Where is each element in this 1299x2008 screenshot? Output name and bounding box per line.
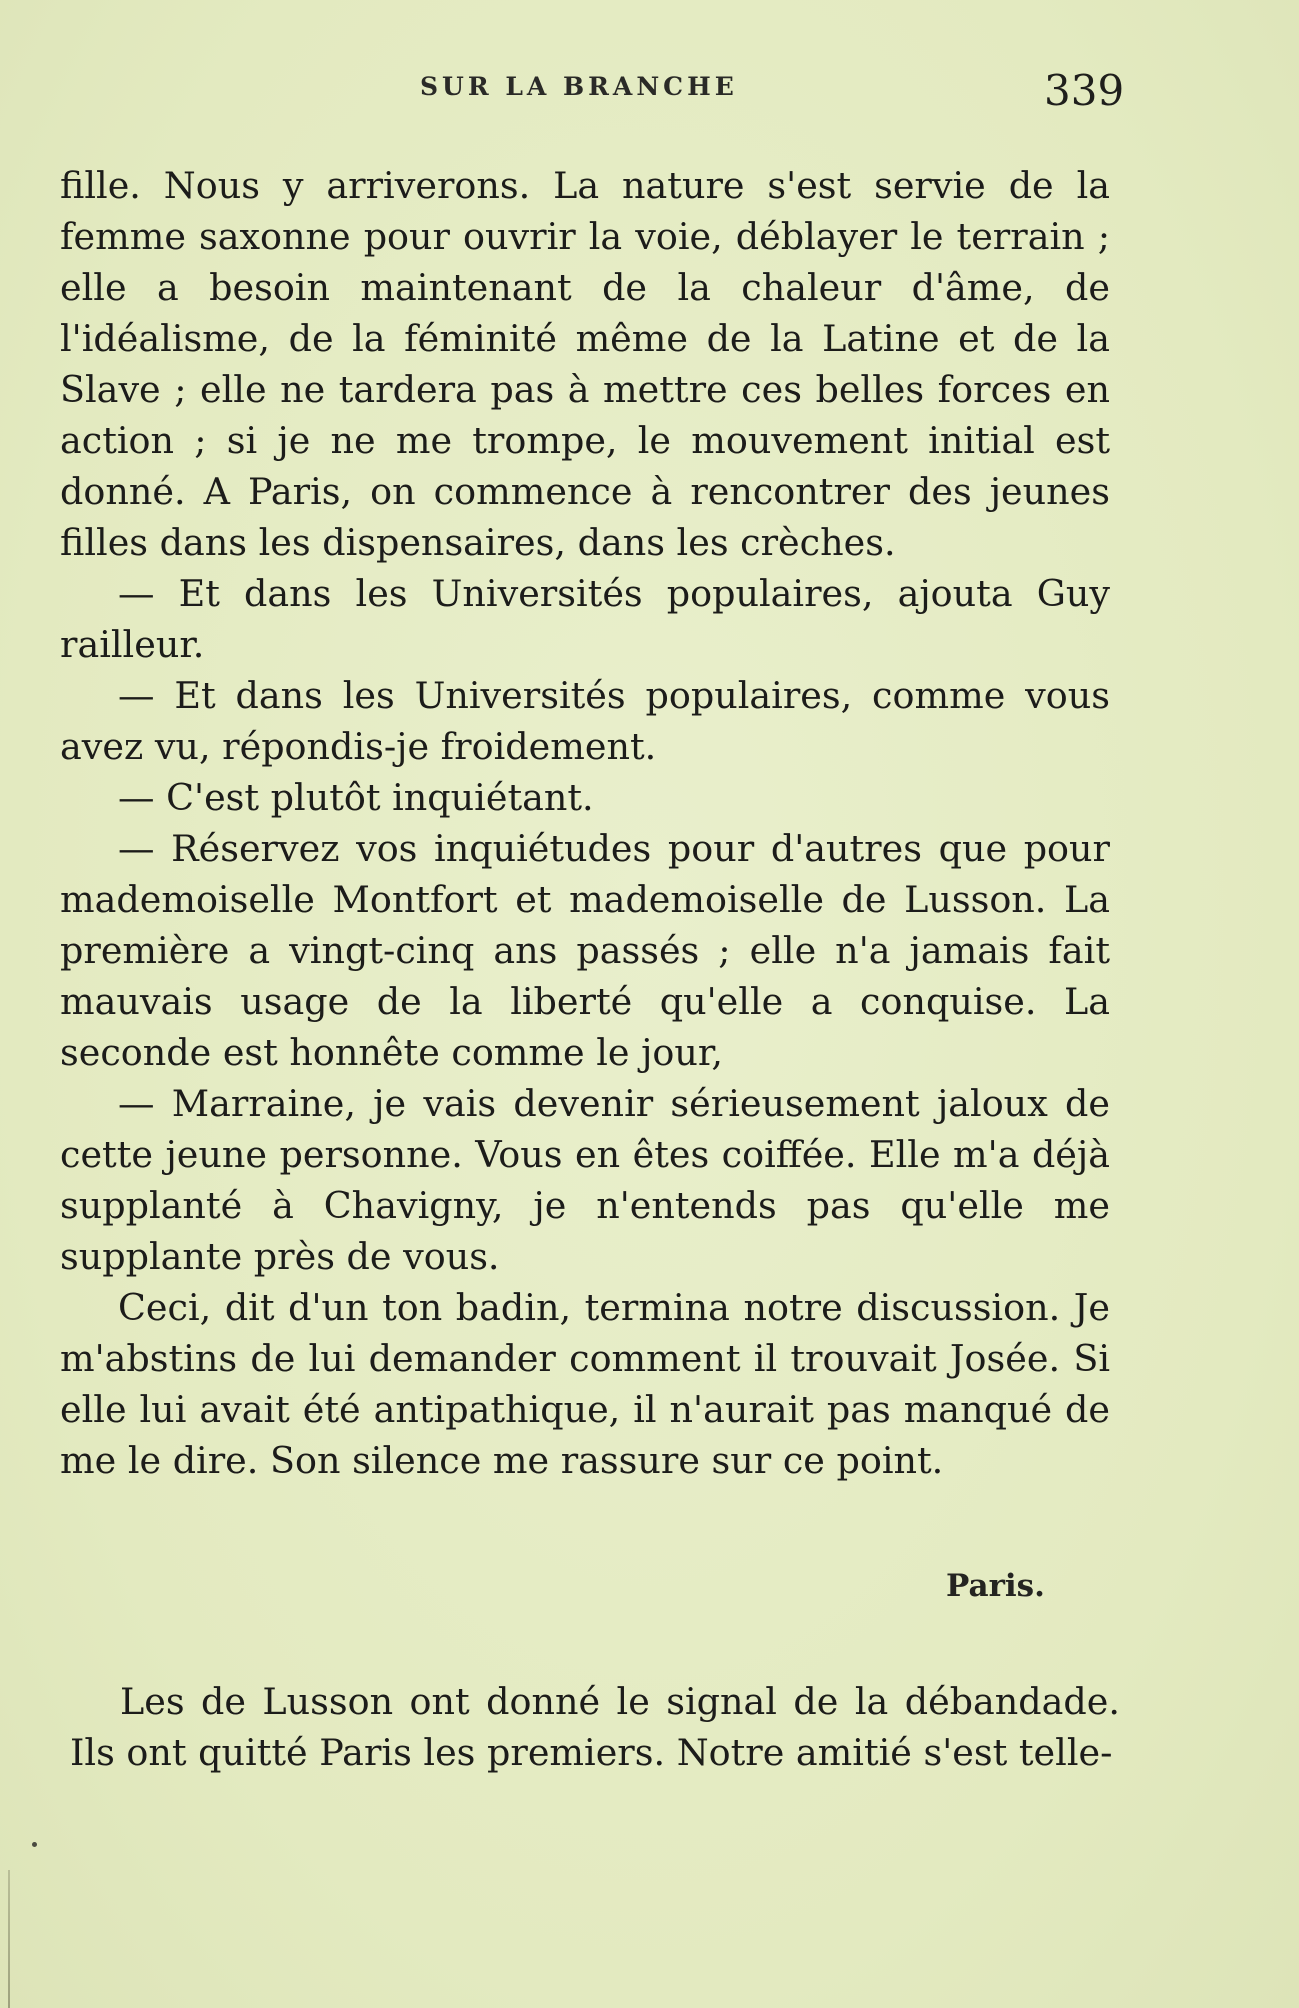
paragraph: Ceci, dit d'un ton badin, termina notre discussion. Je m'abstins de lui demander comment il trouvait Josée. Si elle lui avait été antipathique, il n'aurait pas manqué de me le dire. Son silence me rassure sur ce point. — [60, 1286, 1110, 1482]
paragraph: Les de Lusson ont donné le signal de la débandade. Ils ont quitté Paris les premiers. Notre amitié s'est telle- — [70, 1680, 1120, 1774]
paragraph: — C'est plutôt inquiétant. — [118, 776, 594, 819]
paragraph: — Et dans les Universités populaires, comme vous avez vu, répondis-je froidement. — [60, 674, 1110, 768]
paragraph: fille. Nous y arriverons. La nature s'est servie de la femme saxonne pour ouvrir la voie, déblayer le terrain ; elle a besoin maintenant de la chaleur d'âme, de l'idéalisme, de la féminité même de la Latine et de la Slave ; elle ne tardera pas à mettre ces belles forces en action ; si je ne me trompe, le mouvement initial est donné. A Paris, on commence à rencontrer des jeunes filles dans les dispensaires, dans les crèches. — [60, 164, 1110, 564]
running-head-title: SUR LA BRANCHE — [420, 72, 738, 101]
place-signoff: Paris. — [946, 1568, 1045, 1604]
ink-speck — [32, 1842, 37, 1847]
page-number: 339 — [1044, 66, 1125, 115]
next-section — [70, 1676, 1120, 1778]
page-edge-mark — [8, 1870, 10, 2008]
paragraph: — Marraine, je vais devenir sérieusement jaloux de cette jeune personne. Vous en êtes coiffée. Elle m'a déjà supplanté à Chavigny, je n'entends pas qu'elle me supplante près de vous. — [60, 1082, 1110, 1278]
body-text — [60, 160, 1110, 1486]
paragraph: — Réservez vos inquiétudes pour d'autres que pour mademoiselle Montfort et mademoiselle de Lusson. La première a vingt-cinq ans passés ; elle n'a jamais fait mauvais usage de la liberté qu'elle a conquise. La seconde est honnête comme le jour, — [60, 827, 1110, 1074]
paragraph: — Et dans les Universités populaires, ajouta Guy railleur. — [60, 572, 1110, 666]
